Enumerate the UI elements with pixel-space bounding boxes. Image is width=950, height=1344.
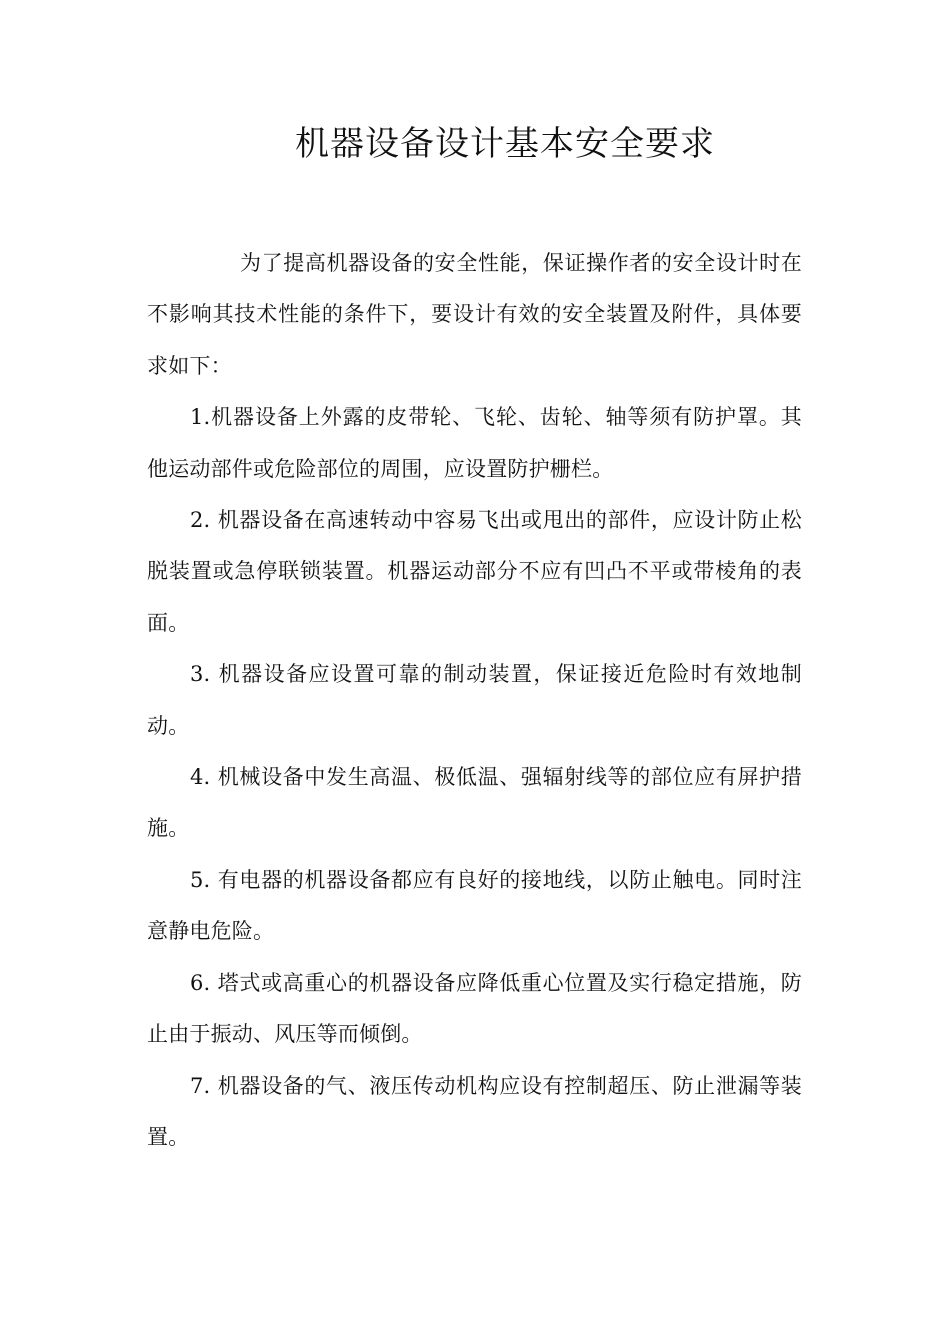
requirement-item-3: 3. 机器设备应设置可靠的制动装置，保证接近危险时有效地制动。 xyxy=(147,662,802,738)
requirement-item-2: 2. 机器设备在高速转动中容易飞出或甩出的部件，应设计防止松脱装置或急停联锁装置。机器运动部分不应有凹凸不平或带棱角的表面。 xyxy=(147,508,802,635)
requirement-item-1: 1.机器设备上外露的皮带轮、飞轮、齿轮、轴等须有防护罩。其他运动部件或危险部位的周围，应设置防护栅栏。 xyxy=(147,405,802,481)
requirement-item-6: 6. 塔式或高重心的机器设备应降低重心位置及实行稳定措施，防止由于振动、风压等而倾倒。 xyxy=(147,970,802,1047)
requirement-item-4: 4. 机械设备中发生高温、极低温、强辐射线等的部位应有屏护措施。 xyxy=(147,765,802,841)
requirement-item-5: 5. 有电器的机器设备都应有良好的接地线，以防止触电。同时注意静电危险。 xyxy=(147,867,802,944)
document-body xyxy=(147,238,802,1163)
requirement-item-7: 7. 机器设备的气、液压传动机构应设有控制超压、防止泄漏等装置。 xyxy=(147,1073,802,1149)
document-title: 机器设备设计基本安全要求 xyxy=(295,124,715,164)
intro-paragraph: 为了提高机器设备的安全性能，保证操作者的安全设计时在不影响其技术性能的条件下，要设计有效的安全装置及附件，具体要求如下： xyxy=(147,251,802,378)
